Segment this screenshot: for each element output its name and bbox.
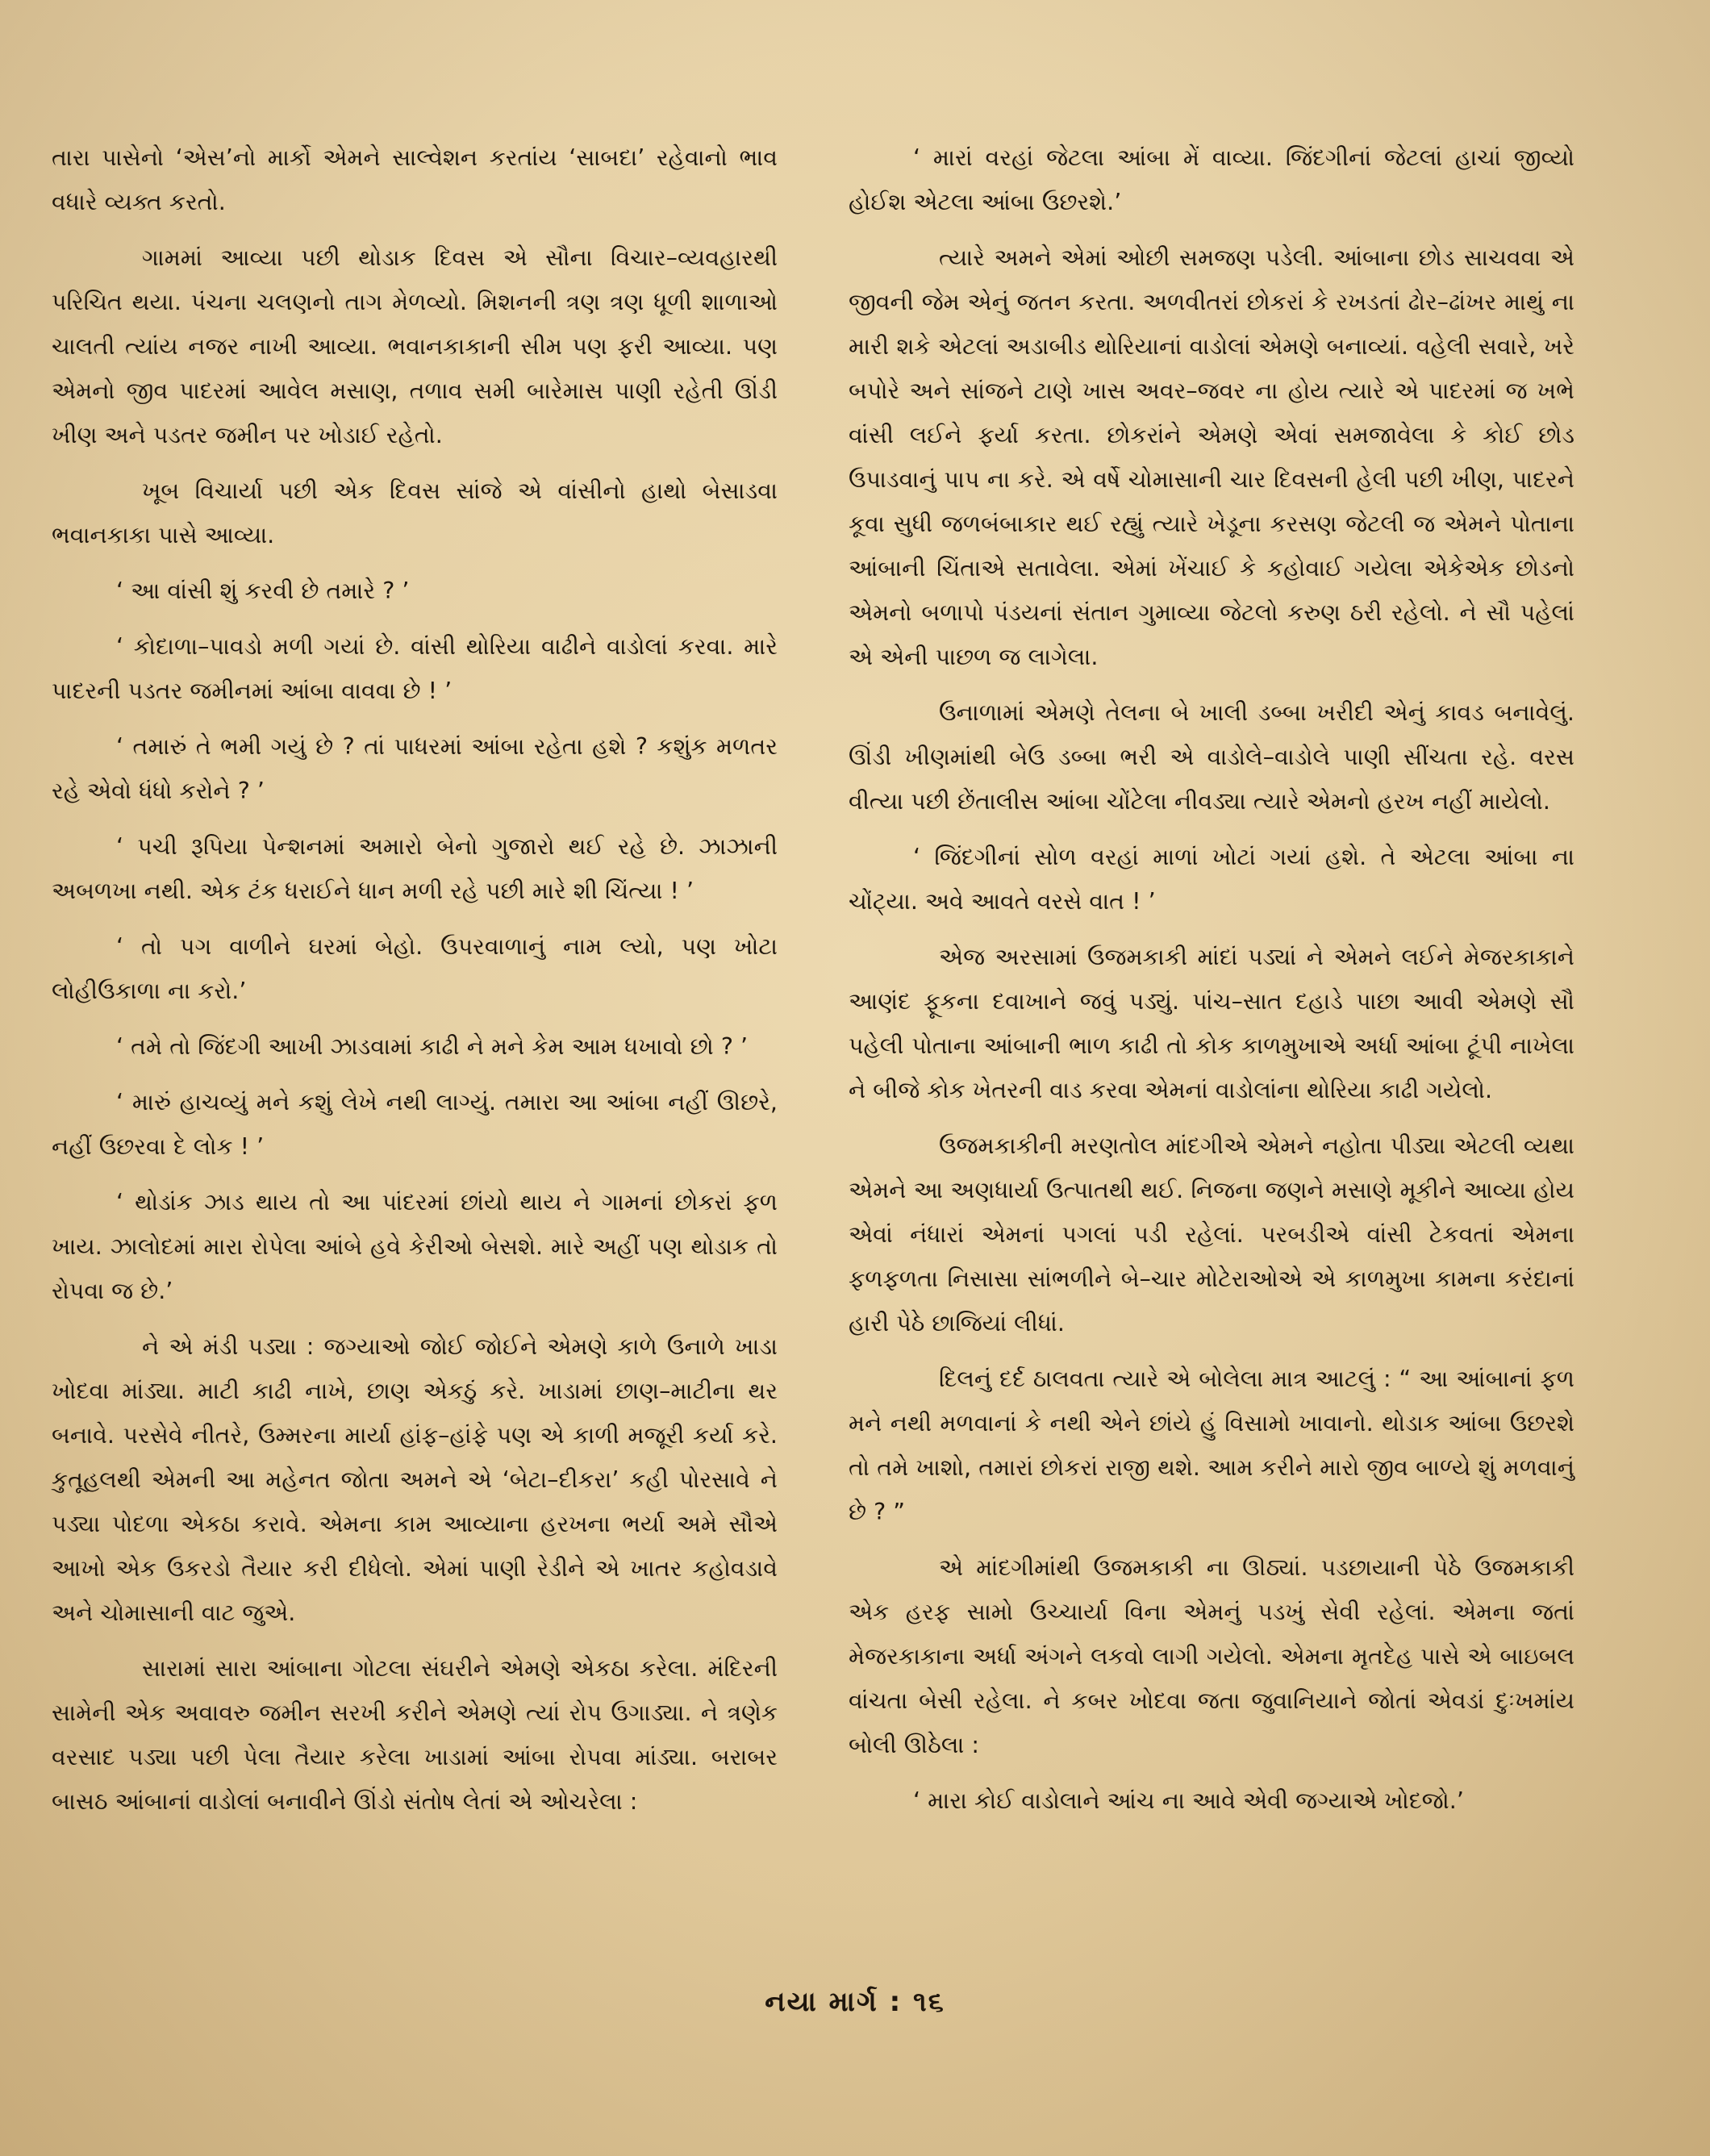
right-column <box>849 136 1574 1834</box>
paragraph: ત્યારે અમને એમાં ઓછી સમજણ પડેલી. આંબાના છોડ સાચવવા એ જીવની જેમ એનું જતન કરતા. અળવીતરાં છોકરાં કે રખડતાં ઢોર–ઢાંખર માથું ના મારી શકે એટલાં અડાબીડ થોરિયાનાં વાડોલાં એમણે બનાવ્યાં. વહેલી સવારે, ખરે બપોરે અને સાંજને ટાણે ખાસ અવર–જવર ના હોય ત્યારે એ પાદરમાં જ ખભે વાંસી લઈને ફર્યા કરતા. છોકરાંને એમણે એવાં સમજાવેલા કે કોઈ છોડ ઉપાડવાનું પાપ ના કરે. એ વર્ષે ચોમાસાની ચાર દિવસની હેલી પછી ખીણ, પાદરને કૂવા સુધી જળબંબાકાર થઈ રહ્યું ત્યારે ખેડૂના કરસણ જેટલી જ એમને પોતાના આંબાની ચિંતાએ સતાવેલા. એમાં ખેંચાઈ કે કહોવાઈ ગયેલા એકેએક છોડનો એમનો બળાપો પંડયનાં સંતાન ગુમાવ્યા જેટલો કરુણ ઠરી રહેલો. ને સૌ પહેલાં એ એની પાછળ જ લાગેલા. <box>849 244 1574 670</box>
dialogue-line: ‘ થોડાંક ઝાડ થાય તો આ પાંદરમાં છાંયો થાય ને ગામનાં છોકરાં ફળ ખાય. ઝાલોદમાં મારા રોપેલા આંબે હવે કેરીઓ બેસશે. મારે અહીં પણ થોડાક તો રોપવા જ છે.’ <box>52 1189 778 1304</box>
dialogue-line: ‘ જિંદગીનાં સોળ વરહાં માળાં ખોટાં ગયાં હશે. તે એટલા આંબા ના ચોંટ્યા. અવે આવતે વરસે વાત ! ’ <box>849 844 1574 915</box>
paragraph: એજ અરસામાં ઉજમકાકી માંદાં પડ્યાં ને એમને લઈને મેજરકાકાને આણંદ ફૂકના દવાખાને જવું પડ્યું. પાંચ–સાત દહાડે પાછા આવી એમણે સૌ પહેલી પોતાના આંબાની ભાળ કાઢી તો કોક કાળમુખાએ અર્ધા આંબા ટૂંપી નાખેલા ને બીજે કોક ખેતરની વાડ કરવા એમનાં વાડોલાંના થોરિયા કાઢી ગયેલો. <box>849 944 1574 1103</box>
paragraph: ઉનાળામાં એમણે તેલના બે ખાલી ડબ્બા ખરીદી એનું કાવડ બનાવેલું. ઊંડી ખીણમાંથી બેઉ ડબ્બા ભરી એ વાડોલે–વાડોલે પાણી સીંચતા રહે. વરસ વીત્યા પછી છેંતાલીસ આંબા ચોંટેલા નીવડ્યા ત્યારે એમનો હરખ નહીં માયેલો. <box>849 699 1574 815</box>
paragraph: ખૂબ વિચાર્યા પછી એક દિવસ સાંજે એ વાંસીનો હાથો બેસાડવા ભવાનકાકા પાસે આવ્યા. <box>52 477 778 548</box>
paragraph: દિલનું દર્દ ઠાલવતા ત્યારે એ બોલેલા માત્ર આટલું : “ આ આંબાનાં ફળ મને નથી મળવાનાં કે નથી એને છાંયે હું વિસામો ખાવાનો. થોડાક આંબા ઉછરશે તો તમે ખાશો, તમારાં છોકરાં રાજી થશે. આમ કરીને મારો જીવ બાળ્યે શું મળવાનું છે ? ” <box>849 1366 1574 1525</box>
dialogue-line: ‘ મારું હાચવ્યું મને કશું લેખે નથી લાગ્યું. તમારા આ આંબા નહીં ઊછરે, નહીં ઉછરવા દે લોક ! ’ <box>52 1089 778 1160</box>
dialogue-line: ‘ પચી રૂપિયા પેન્શનમાં અમારો બેનો ગુજારો થઈ રહે છે. ઝાઝાની અબળખા નથી. એક ટંક ધરાઈને ધાન મળી રહે પછી મારે શી ચિંત્યા ! ’ <box>52 833 778 904</box>
dialogue-line: ‘ તમે તો જિંદગી આખી ઝાડવામાં કાઢી ને મને કેમ આમ ધખાવો છો ? ’ <box>116 1033 749 1060</box>
paragraph: ઉજમકાકીની મરણતોલ માંદગીએ એમને નહોતા પીડ્યા એટલી વ્યથા એમને આ અણધાર્યા ઉત્પાતથી થઈ. નિજના જણને મસાણે મૂકીને આવ્યા હોય એવાં નંધારાં એમનાં પગલાં પડી રહેલાં. પરબડીએ વાંસી ટેકવતાં એમના ફળફળતા નિસાસા સાંભળીને બે–ચાર મોટેરાઓએ એ કાળમુખા કામના કરંદાનાં હારી પેઠે છાજિયાં લીધાં. <box>849 1132 1574 1337</box>
dialogue-line: ‘ આ વાંસી શું કરવી છે તમારે ? ’ <box>116 578 410 604</box>
dialogue-line: ‘ મારા કોઈ વાડોલાને આંચ ના આવે એવી જગ્યાએ ખોદજો.’ <box>913 1787 1464 1814</box>
left-column <box>52 136 778 1835</box>
dialogue-line: ‘ કોદાળા–પાવડો મળી ગયાં છે. વાંસી થોરિયા વાઢીને વાડોલાં કરવા. મારે પાદરની પડતર જમીનમાં આંબા વાવવા છે ! ’ <box>52 633 778 704</box>
dialogue-line: ‘ તમારું તે ભમી ગયું છે ? તાં પાધરમાં આંબા રહેતા હશે ? કશુંક મળતર રહે એવો ધંધો કરોને ? ’ <box>52 733 778 804</box>
page-footer: નયા માર્ગ : ૧૬ <box>765 1986 945 2018</box>
paragraph: ગામમાં આવ્યા પછી થોડાક દિવસ એ સૌના વિચાર–વ્યવહારથી પરિચિત થયા. પંચના ચલણનો તાગ મેળવ્યો. મિશનની ત્રણ ત્રણ ધૂળી શાળાઓ ચાલતી ત્યાંય નજર નાખી આવ્યા. ભવાનકાકાની સીમ પણ ફરી આવ્યા. પણ એમનો જીવ પાદરમાં આવેલ મસાણ, તળાવ સમી બારેમાસ પાણી રહેતી ઊંડી ખીણ અને પડતર જમીન પર ખોડાઈ રહેતો. <box>52 244 778 448</box>
paragraph: તારા પાસેનો ‘એસ’નો માર્કો એમને સાલ્વેશન કરતાંય ‘સાબદા’ રહેવાનો ભાવ વધારે વ્યક્ત કરતો. <box>52 144 778 215</box>
paragraph: સારામાં સારા આંબાના ગોટલા સંઘરીને એમણે એકઠા કરેલા. મંદિરની સામેની એક અવાવરુ જમીન સરખી કરીને એમણે ત્યાં રોપ ઉગાડ્યા. ને ત્રણેક વરસાદ પડ્યા પછી પેલા તૈયાર કરેલા ખાડામાં આંબા રોપવા માંડ્યા. બરાબર બાસઠ આંબાનાં વાડોલાં બનાવીને ઊંડો સંતોષ લેતાં એ ઓચરેલા : <box>52 1655 778 1815</box>
dialogue-line: ‘ તો પગ વાળીને ઘરમાં બેહો. ઉપરવાળાનું નામ લ્યો, પણ ખોટા લોહીઉકાળા ના કરો.’ <box>52 933 778 1004</box>
paragraph: ને એ મંડી પડ્યા : જગ્યાઓ જોઈ જોઈને એમણે કાળે ઉનાળે ખાડા ખોદવા માંડ્યા. માટી કાઢી નાખે, છાણ એકઠું કરે. ખાડામાં છાણ–માટીના થર બનાવે. પરસેવે નીતરે, ઉમ્મરના માર્યા હાંફ–હાંફે પણ એ કાળી મજૂરી કર્યા કરે. કુતૂહલથી એમની આ મહેનત જોતા અમને એ ‘બેટા–દીકરા’ કહી પોરસાવે ને પડ્યા પોદળા એકઠા કરાવે. એમના કામ આવ્યાના હરખના ભર્યા અમે સૌએ આખો એક ઉકરડો તૈયાર કરી દીધેલો. એમાં પાણી રેડીને એ ખાતર કહોવડાવે અને ચોમાસાની વાટ જુએ. <box>52 1333 778 1626</box>
paragraph: એ માંદગીમાંથી ઉજમકાકી ના ઊઠ્યાં. પડછાયાની પેઠે ઉજમકાકી એક હરફ સામો ઉચ્ચાર્યા વિના એમનું પડખું સેવી રહેલાં. એમના જતાં મેજરકાકાના અર્ધા અંગને લકવો લાગી ગયેલો. એમના મૃતદેહ પાસે એ બાઇબલ વાંચતા બેસી રહેલા. ને કબર ખોદવા જતા જુવાનિયાને જોતાં એવડાં દુઃખમાંય બોલી ઊઠેલા : <box>849 1554 1574 1758</box>
dialogue-line: ‘ મારાં વરહાં જેટલા આંબા મેં વાવ્યા. જિંદગીનાં જેટલાં હાચાં જીવ્યો હોઈશ એટલા આંબા ઉછરશે.’ <box>849 144 1574 215</box>
